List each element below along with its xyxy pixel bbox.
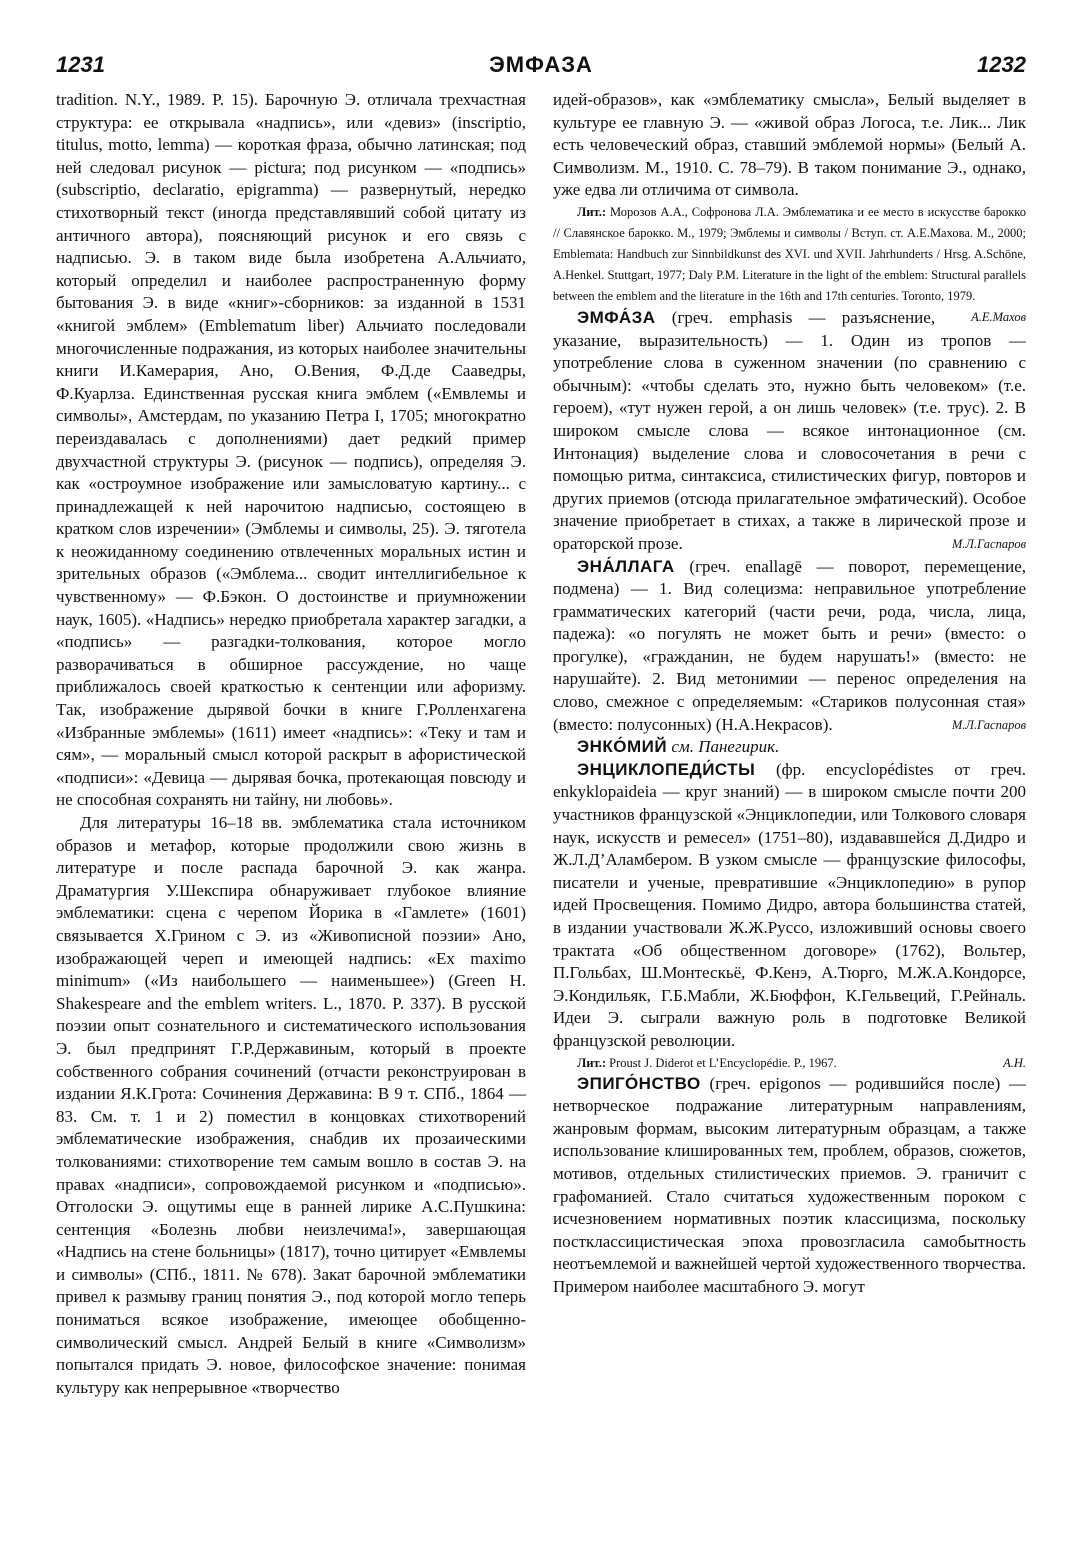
page-header — [56, 52, 1026, 84]
literature-label: Лит.: — [577, 1055, 607, 1070]
entry-crossref: см. Панегирик. — [671, 737, 780, 757]
article-author: А.Е.Махов — [971, 309, 1026, 324]
literature-text: Proust J. Diderot et L’Encyclopédie. P., 1967. — [609, 1055, 837, 1070]
dictionary-entry — [553, 556, 1026, 737]
running-head: ЭМФАЗА — [489, 52, 593, 77]
entry-text: (фр. encyclopédistes от греч. enkyklopaideia — круг знаний) — в широком смысле почти 200 участников французской «Энциклопедии, или Толкового словаря наук, искусств и ремесел» (1751–80), издававшейся Д.Дидро и Ж.Л.Д’Аламбером. В узком смысле — французские философы, писатели и ученые, превратившие «Энциклопедию» в рупор идей Просвещения. Помимо Дидро, автора большинства статей, в издании участвовали Ж.Ж.Руссо, изложивший основы своего трактата «Об общественном договоре» (1762), Вольтер, П.Гольбах, Ш.Монтескьё, Ф.Кенэ, А.Тюрго, М.Ж.А.Кондорсе, Э.Кондильяк, Г.Б.Мабли, Ж.Бюффон, К.Гельвеций, Г.Рейналь. Идеи Э. сыграли важную роль в подготовке Великой французской революции. — [553, 759, 1026, 1050]
article-author: М.Л.Гаспаров — [951, 536, 1026, 551]
body-paragraph: идей-образов», как «эмблематику смысла», Белый выделяет в культуре ее главную Э. — «живой образ Логоса, т.е. Лик... Лик есть человеческий образ, ставший эмблемой нормы» (Белый А. Символизм. М., 1910. С. 78–79). В таком понимание Э., однако, уже едва ли отличима от символа. — [553, 90, 1026, 200]
body-paragraph: Для литературы 16–18 вв. эмблематика стала источником образов и метафор, которые продолжили свою жизнь в литературе и после распада барочной Э. как жанра. Драматургия У.Шекспира обнаруживает глубокое влияние эмблематики: сцена с черепом Йорика в «Гамлете» (1601) связывается Х.Грином с Э. из «Живописной поэзии» Ано, изображающей череп и имеющей надпись: «Ex maximo minimum» («Из наибольшего — наименьшее») (Green H. Shakespeare and the emblem writers. L., 1870. P. 337). В русской поэзии опыт сознательного и систематического использования Э. был предпринят Г.Р.Державиным, который в проекте собственного собрания сочинений (отчасти реконструирован в издании Я.К.Грота: Сочинения Державина: В 9 т. СПб., 1864 — 83. См. т. 1 и 2) поместил в концовках стихотворений эмблематические изображения, снабдив их прозаическими толкованиями: стихотворение тем самым вошло в состав Э. на правах «надписи», сопровождаемой рисунком и «подписью». Отголоски Э. ощутимы еще в ранней лирике А.С.Пушкина: сентенция «Болезнь любви неизлечима!», завершающая «Надпись на стене больницы» (1817), точно цитирует «Емвлемы и символы» (СПб., 1811. № 678). Закат барочной эмблематики привел к размыву границ понятия Э., под которой могло теперь пониматься всякое изображение, имеющее обобщенно-символический смысл. Андрей Белый в книге «Символизм» попытался придать Э. новое, философское значение: понимая культуру как непрерывное «творчество — [56, 813, 526, 1397]
dictionary-entry — [553, 736, 1026, 759]
dictionary-entry — [553, 759, 1026, 1053]
entry-text: (греч. emphasis — разъяснение, указание, выразительность) — 1. Один из тропов — употребление слова в суженном значении (по сравнению с обычным): «чтобы сделать это, нужно быть человеком» (т.е. героем), «тут нужен герой, а он лишь человек» (т.е. трус). 2. В широком смысле слова — всякое интонационное (см. Интонация) выделение слова и словосочетания в речи с помощью ритма, синтаксиса, стилистических фигур, повторов и других приемов (отсюда прилагательное эмфатический). Особое значение приобретает в стихах, а также в лирической прозе и ораторской прозе. — [553, 307, 1026, 553]
article-author: М.Л.Гаспаров — [951, 717, 1026, 732]
right-column — [553, 89, 1026, 1534]
entry-headword: ЭНА́ЛЛАГА — [577, 556, 675, 576]
body-paragraph: tradition. N.Y., 1989. P. 15). Барочную Э. отличала трехчастная структура: ее открывала «надпись», или «девиз» (inscriptio, titulus, motto, lemma) — короткая фраза, обычно латинская; под ней следовал рисунок — pictura; под рисунком — «подпись» (subscriptio, declaratio, epigramma) — развернутый, нередко стихотворный текст (иногда представлявший собой цитату из античного автора), поясняющий рисунок и его связь с надписью. Э. в таком виде была изобретена А.Альчиато, который определил и наиболее распространенную форму бытования Э. в виде «книг»-сборников: за изданной в 1531 «книгой эмблем» (Emblematum liber) Альчиато последовали многочисленные подражания, из которых наиболее значительны книги И.Камерария, Ано, О.Вения, Ф.Д.де Сааведры, Ф.Куарлза. Единственная русская книга эмблем («Емвлемы и символы», Амстердам, по указанию Петра I, 1705; многократно переиздавалась с дополнениями) дает редкий пример двухчастной структуры Э. (рисунок — подпись), определяя Э. как «остроумное изображение или замысловатую картину... с принадлежащей к ней нарочитою надписью, состоящею в кратком слов изречении» (Эмблемы и символы, 25). Э. тяготела к неожиданному соединению отвлеченных моральных истин и зрительных образов («Эмблема... сводит интеллигибельное к чувственному» — Ф.Бэкон. О достоинстве и приумножении наук, 1605). «Надпись» нередко приобретала характер загадки, а «подпись» — разгадки-толкования, которое могло разворачиваться в обширное рассуждение, но чаще приближалось своей краткостью к сентенции или афоризму. Так, изображение дырявой бочки в книге Г.Ролленхагена «Избранные эмблемы» (1611) имеет «надпись»: «Теку и там и сям», — моральный смысл которой раскрыт в афористической «подписи»: «Девица — дырявая бочка, протекающая повсюду и не способная сохранять ни тайну, ни любовь». — [56, 90, 526, 810]
entry-headword: ЭНЦИКЛОПЕДИ́СТЫ — [577, 759, 756, 779]
literature-note — [553, 1053, 1026, 1073]
entry-headword: ЭПИГО́НСТВО — [577, 1073, 701, 1093]
literature-label: Лит.: — [577, 204, 607, 219]
entry-text: (греч. epigonos — родившийся после) — нетворческое подражание литературным направлениям, жанровым формам, высоким литературным образцам, а также использование клишированных тем, проблем, образов, сюжетов, мотивов, отдельных стилистических приемов. Э. граничит с графоманией. Стало считаться художественным пороком с исчезновением нормативных поэтик классицизма, поскольку постклассицистическая эпоха провозгласила самобытность неотъемлемой и важнейшей чертой художественного творчества. Примером наиболее масштабного Э. могут — [553, 1073, 1026, 1296]
entry-text: (греч. enallagē — поворот, перемещение, подмена) — 1. Вид солецизма: неправильное употребление грамматических категорий (части речи, рода, числа, лица, падежа): «о погулять не может быть и речи» (вместо: о прогулке), «гражданин, не будем нарушать!» (вместо: не нарушайте). 2. Вид метонимии — перенос определения на слово, смежное с определяемым: «Стариков полусонная стая» (вместо: полусонных) (Н.А.Некрасов). — [553, 556, 1026, 734]
article-author: А.Н. — [1003, 1055, 1026, 1070]
page-number-left: 1231 — [56, 52, 105, 77]
dictionary-entry — [553, 307, 1026, 556]
page-number-right: 1232 — [977, 52, 1026, 77]
left-column — [56, 89, 526, 1534]
entry-headword: ЭМФА́ЗА — [577, 307, 656, 327]
literature-text: Морозов А.А., Софронова Л.А. Эмблематика и ее место в искусстве барокко // Славянское барокко. М., 1979; Эмблемы и символы / Вступ. ст. А.Е.Махова. М., 2000; Emblemata: Handbuch zur Sinnbildkunst des XVI. und XVII. Jahrhunderts / Hrsg. A.Schöne, A.Henkel. Stuttgart, 1977; Daly P.M. Literature in the light of the emblem: Structural parallels between the emblem and the literature in the 16th and 17th centuries. Toronto, 1979. — [553, 204, 1026, 303]
dictionary-entry — [553, 1073, 1026, 1299]
entry-headword: ЭНКО́МИЙ — [577, 737, 668, 757]
